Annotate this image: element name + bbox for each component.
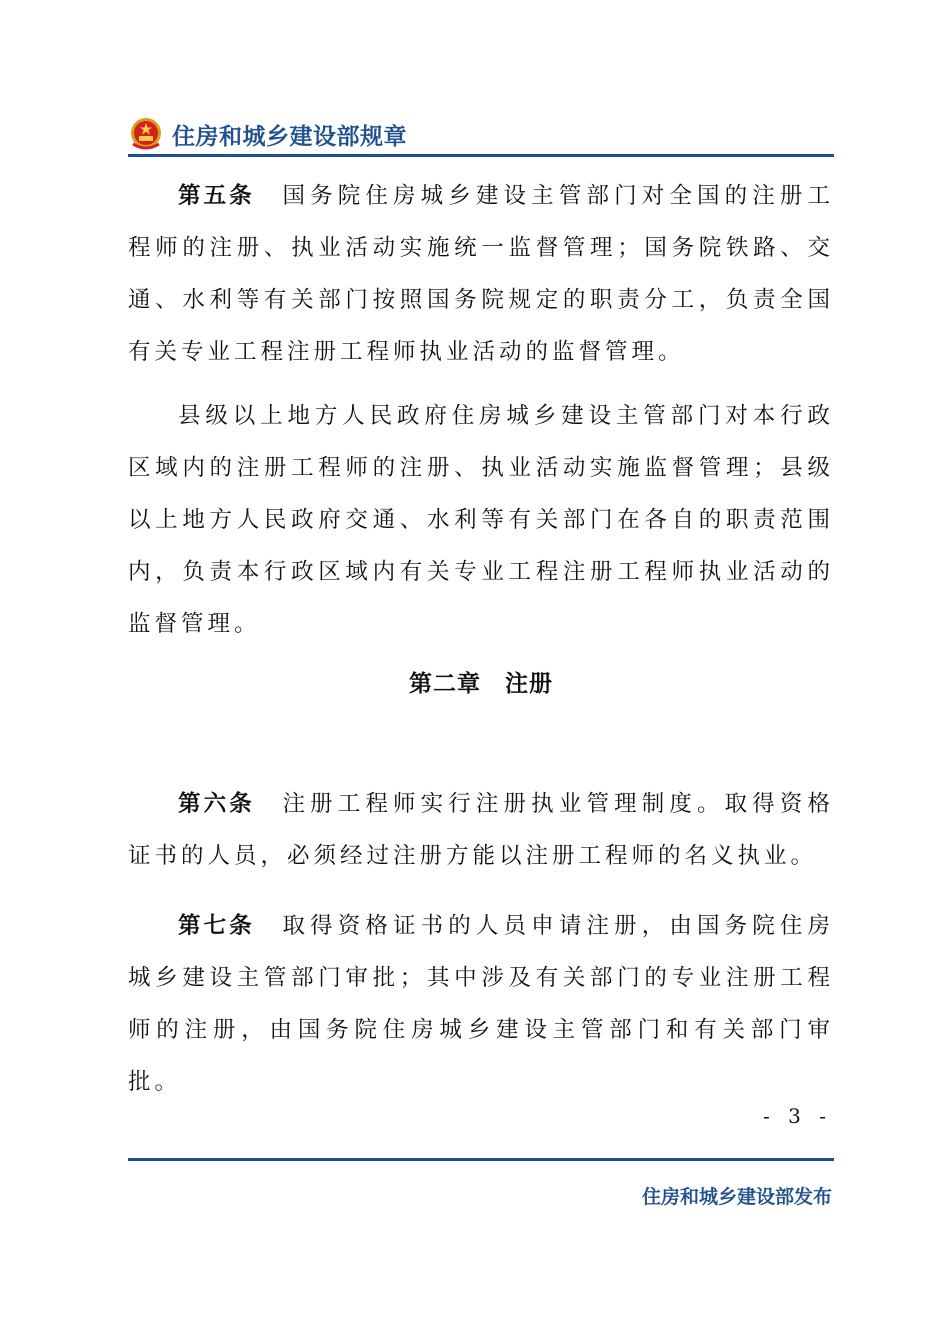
article-lead: 第五条 (178, 183, 255, 209)
article-text: 取得资格证书的人员申请注册，由国务院住房城乡建设主管部门审批；其中涉及有关部门的专业注册工程师的注册，由国务院住房城乡建设主管部门和有关部门审批。 (128, 913, 834, 1095)
page-number: - 3 - (763, 1104, 832, 1128)
footer-divider (128, 1158, 834, 1161)
header-divider (128, 154, 834, 157)
article-text: 县级以上地方人民政府住房城乡建设主管部门对本行政区域内的注册工程师的注册、执业活动实施监督管理；县级以上地方人民政府交通、水利等有关部门在各自的职责范围内，负责本行政区域内有关专业工程注册工程师执业活动的监督管理。 (128, 403, 834, 637)
article-5 (128, 170, 834, 378)
chapter-title: 第二章 注册 (409, 671, 553, 697)
article-5-paragraph-2 (128, 390, 834, 650)
article-6 (128, 778, 834, 882)
article-7 (128, 900, 834, 1108)
header-title: 住房和城乡建设部规章 (172, 123, 407, 150)
national-emblem-icon (128, 116, 164, 152)
article-text: 国务院住房城乡建设主管部门对全国的注册工程师的注册、执业活动实施统一监督管理；国务院铁路、交通、水利等有关部门按照国务院规定的职责分工，负责全国有关专业工程注册工程师执业活动的监督管理。 (128, 183, 834, 365)
article-lead: 第六条 (178, 791, 255, 817)
article-text: 注册工程师实行注册执业管理制度。取得资格证书的人员，必须经过注册方能以注册工程师的名义执业。 (128, 791, 834, 869)
footer-publisher: 住房和城乡建设部发布 (641, 1186, 832, 1208)
page-header (128, 112, 834, 156)
article-lead: 第七条 (178, 913, 255, 939)
